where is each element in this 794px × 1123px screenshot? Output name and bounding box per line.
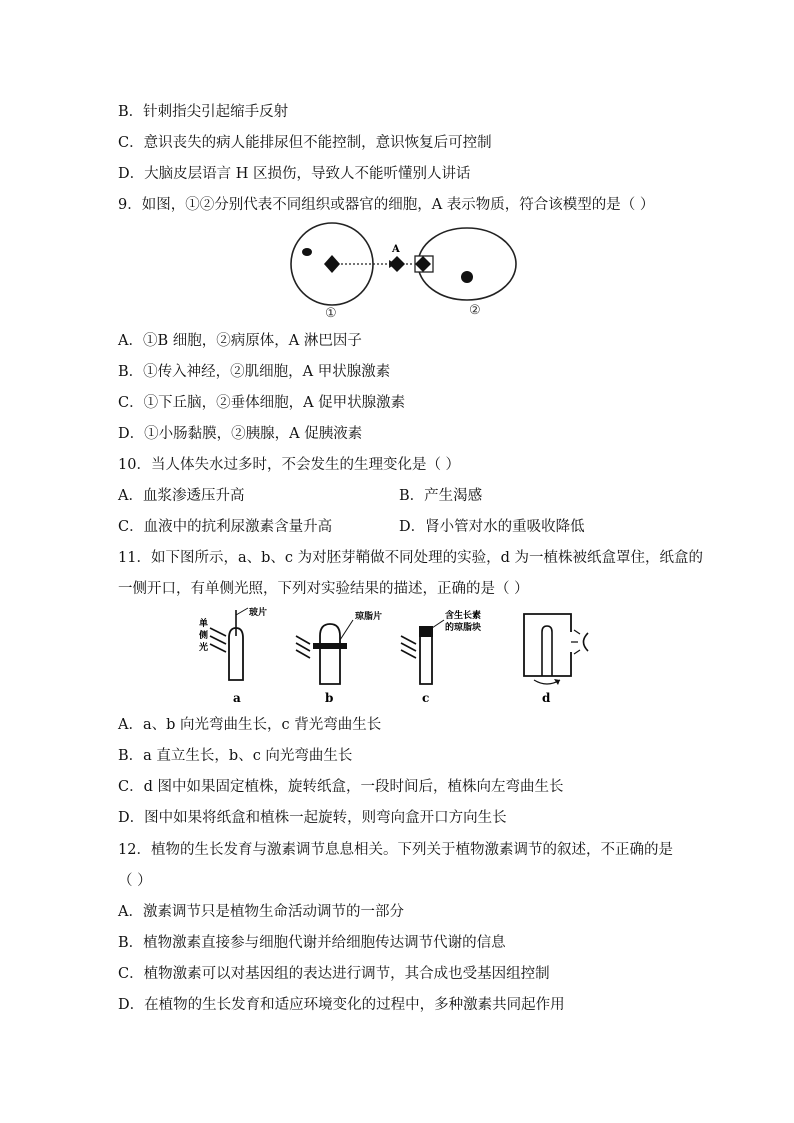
light-rays [571,630,580,654]
label-single-light-2: 侧 [199,631,209,641]
q12-option-c: C．植物激素可以对基因组的表达进行调节，其合成也受基因组控制 [118,966,550,982]
q11-option-d: D．图中如果将纸盒和植株一起旋转，则弯向盒开口方向生长 [118,810,507,826]
signal-molecule-a [389,256,405,272]
q9-option-a: A．①B 细胞，②病原体，A 淋巴因子 [118,333,362,349]
paper-box [524,614,571,676]
q10-option-c: C．血液中的抗利尿激素含量升高 [118,519,333,535]
q8-option-c: C．意识丧失的病人能排尿但不能控制，意识恢复后可控制 [118,135,492,151]
auxin-pointer [432,620,444,628]
light-arrows-b [296,636,310,658]
q12-option-b: B．植物激素直接参与细胞代谢并给细胞传达调节代谢的信息 [118,935,506,951]
q11-stem-line1: 11．如下图所示，a、b、c 为对胚芽鞘做不同处理的实验，d 为一植株被纸盒罩住，纸盒的 [118,550,703,566]
q8-option-b: B．针刺指尖引起缩手反射 [118,104,289,120]
label-cell-2: ② [469,303,481,318]
sub-label-d: d [542,691,551,705]
label-auxin-line1: 含生长素 [445,611,482,621]
q9-option-c: C．①下丘脑，②垂体细胞，A 促甲状腺激素 [118,395,406,411]
q11-option-a: A．a、b 向光弯曲生长，c 背光弯曲生长 [118,717,382,733]
plant-d [542,626,552,676]
experiment-a [198,606,267,705]
agar-pointer [340,620,353,640]
q9-cell-signaling-figure [285,225,520,321]
experiment-d [524,614,588,705]
label-glass-slide: 玻片 [249,608,268,618]
q11-option-b: B．a 直立生长，b、c 向光弯曲生长 [118,748,353,764]
q11-stem-line2: 一侧开口，有单侧光照，下列对实验结果的描述，正确的是（ ） [118,581,529,597]
q10-option-a: A．血浆渗透压升高 [118,488,245,504]
q11-option-c: C．d 图中如果固定植株，旋转纸盒，一段时间后，植株向左弯曲生长 [118,779,564,795]
q10-option-d: D．肾小管对水的重吸收降低 [399,519,585,535]
experiment-b [296,610,382,705]
label-cell-1: ① [325,306,337,321]
sub-label-a: a [233,691,241,705]
coleoptile-c [420,637,432,684]
auxin-agar-block [419,626,433,637]
q12-option-d: D．在植物的生长发育和适应环境变化的过程中，多种激素共同起作用 [118,997,565,1013]
label-a: A [392,244,400,255]
sub-label-c: c [422,691,430,705]
coleoptile-b [320,624,340,684]
light-arrows-a [210,628,226,652]
glass-slide-pointer [236,608,248,615]
cell-2-nucleus [461,271,473,283]
sub-label-b: b [325,691,334,705]
q11-coleoptile-figure [196,606,591,710]
q9-option-b: B．①传入神经，②肌细胞，A 甲状腺激素 [118,364,391,380]
q8-option-d: D．大脑皮层语言 H 区损伤，导致人不能听懂别人讲话 [118,166,471,182]
q10-option-b: B．产生渴感 [399,488,483,504]
q9-stem: 9．如图，①②分别代表不同组织或器官的细胞，A 表示物质，符合该模型的是（ ） [118,197,655,213]
q10-stem: 10．当人体失水过多时，不会发生的生理变化是（ ） [118,457,461,473]
cell-1-nucleus [302,248,312,256]
light-source-icon [584,633,589,651]
q12-stem-line2: （ ） [118,873,152,889]
label-auxin-line2: 的琼脂块 [445,623,482,633]
label-agar-slice: 琼脂片 [355,612,383,622]
q12-option-a: A．激素调节只是植物生命活动调节的一部分 [118,904,404,920]
signal-molecule-1 [324,255,340,273]
light-arrows-c [401,636,416,658]
agar-slice-b [313,643,347,649]
label-single-light-1: 单 [199,619,209,629]
experiment-c [401,609,481,705]
label-single-light-3: 光 [199,643,209,653]
q12-stem-line1: 12．植物的生长发育与激素调节息息相关。下列关于植物激素调节的叙述，不正确的是 [118,842,673,858]
q9-option-d: D．①小肠黏膜，②胰腺，A 促胰液素 [118,426,363,442]
